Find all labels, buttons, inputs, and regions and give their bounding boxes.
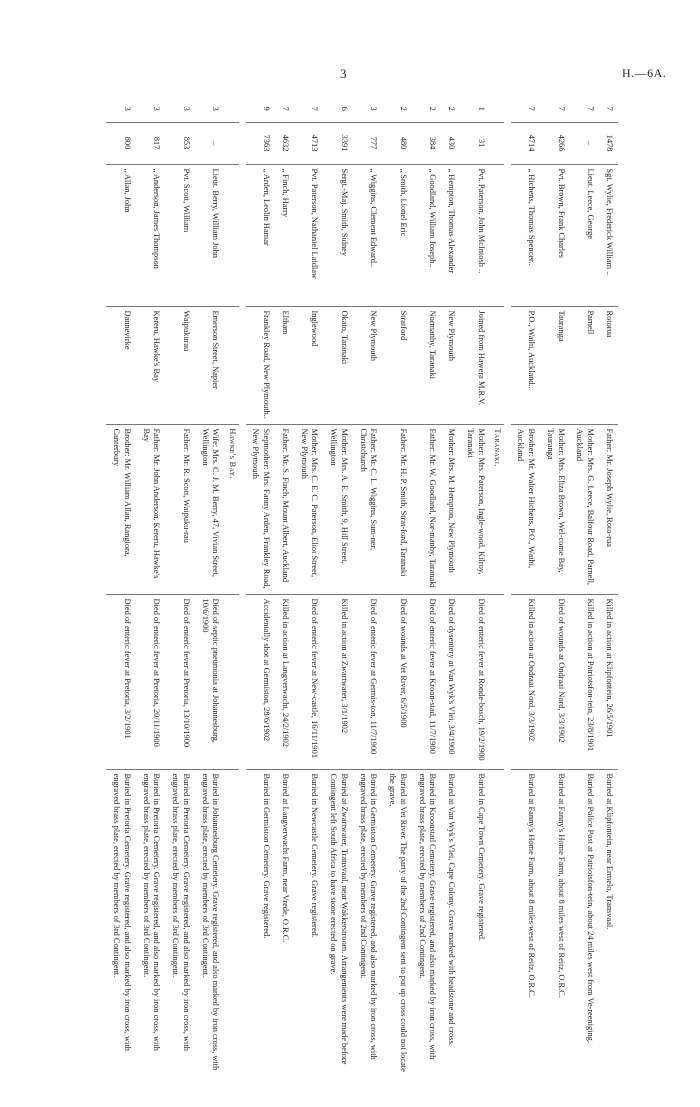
name-cell: „ Finch, Harry [275, 164, 294, 306]
contingent-cell: 3 [195, 96, 225, 122]
table-row [195, 96, 225, 1076]
cause-of-death-cell: Died of enteric fever at Germis-ton, 11/7/1900 [353, 594, 383, 769]
address-cell: Joined from Hawera M.R.V. [460, 306, 490, 424]
next-of-kin-cell: Father: Mr. W. Goodland, Nor-manby, Taranaki [412, 424, 442, 594]
address-cell: Inglewood [294, 306, 324, 424]
regimental-number-cell: .. [195, 122, 225, 164]
contingent-cell: 2 [441, 96, 460, 122]
regimental-number-cell: 31 [460, 122, 490, 164]
regimental-number-cell: 480 [382, 122, 412, 164]
name-cell: „ Allan, John [106, 164, 136, 306]
regimental-number-cell: 853 [165, 122, 195, 164]
cause-of-death-cell: Died of septic pneumonia at Johannesburg, 10/6/1900 [195, 594, 225, 769]
section-gap [239, 96, 246, 1076]
table-row [570, 96, 600, 1076]
page-number: 3 [340, 66, 347, 81]
address-cell: Tauranga [540, 306, 570, 424]
cause-of-death-cell: Died of enteric fever at New-castle, 16/11/1901 [294, 594, 324, 769]
burial-place-cell: Buried in Kroonstad Cemetery. Grave registered, and also marked by iron cross, with engraved brass plate, erected by members of 2nd Contingent. [417, 773, 438, 1060]
next-of-kin-cell: Mother: Mrs. G. Leece, Balfour Road, Parnell, Auckland [570, 424, 600, 594]
table-row [275, 96, 294, 1076]
cause-of-death-cell: Died of enteric fever at Kroon-stad, 11/7/1900 [412, 594, 442, 769]
contingent-cell: 7 [294, 96, 324, 122]
burial-place-cell: Buried in Johannesburg Cemetery. Grave registered, and also marked by iron cross, with engraved brass plate, erected by members of 3rd Contingent. [200, 773, 221, 1071]
name-cell: „ Wiggins, Clement Edward.. [353, 164, 383, 306]
section-gap [504, 96, 511, 1076]
regimental-number-cell: 817 [136, 122, 166, 164]
table-row [353, 96, 383, 1076]
casualty-table [106, 96, 618, 1076]
table-row [246, 96, 276, 1076]
regimental-number-cell: 7363 [246, 122, 276, 164]
next-of-kin-cell: Mother: Mrs. M. Hempton, New Plymouth [441, 424, 460, 594]
next-of-kin-cell: Mother: Mrs. Paterson, Ingle-wood, Kilroy, Taranaki [460, 424, 490, 594]
name-cell: Pvt. Paterson, John McIntosh .. [460, 164, 490, 306]
contingent-cell: 6 [323, 96, 353, 122]
address-cell: P.O., Waihi, Auckland.. [511, 306, 541, 424]
regimental-number-cell: 3391 [323, 122, 353, 164]
table-row [460, 96, 490, 1076]
table-row [599, 96, 618, 1076]
address-cell: Waipukurau [165, 306, 195, 424]
cause-of-death-cell: Died of wounds at Vet River, 6/5/1900 [382, 594, 412, 769]
region-heading-row [224, 96, 238, 1076]
regimental-number-cell: 777 [353, 122, 383, 164]
burial-place-cell: Buried in Pretoria Cemetery. Grave registered, and also marked by iron cross, with engraved brass plate, erected by members of 3rd Contingent. [141, 773, 162, 1051]
table-row [412, 96, 442, 1076]
table-row [106, 96, 136, 1076]
burial-place-cell: Buried at Fanny's Home Farm, about 8 miles west of Reitz, O.R.C. [527, 773, 537, 998]
table-row [294, 96, 324, 1076]
regimental-number-cell: .. [570, 122, 600, 164]
contingent-cell: 7 [570, 96, 600, 122]
next-of-kin-cell: Father: Mr. S. Finch, Mount Albert, Auckland [275, 424, 294, 594]
burial-place-cell: Buried at Van Wyk's Vlei, Cape Colony. Grave marked with headstone and cross. [447, 773, 457, 1046]
name-cell: „ Hichens, Thomas Spencer.. [511, 164, 541, 306]
burial-place-cell: Buried in Cape Town Cemetery. Grave registered. [476, 773, 486, 942]
next-of-kin-cell: Father: Mr. C. L. Wiggins, Sum-ner, Christchurch [353, 424, 383, 594]
next-of-kin-cell: Mother: Mrs. A. E. Smith, 9, Hill Street, Wellington [323, 424, 353, 594]
burial-place-cell: Buried in Germiston Cemetery. Grave registered. [262, 773, 272, 939]
next-of-kin-cell: Father: Mr. R. Scott, Waipuku-rau [165, 424, 195, 594]
page-reference: H.—6A. [622, 66, 667, 80]
address-cell: Parnell [570, 306, 600, 424]
burial-place-cell: Buried at Police Post at Patriotsfon-tein, about 24 miles west from Ve-reeniging. [586, 773, 596, 1043]
cause-of-death-cell: Died of enteric fever at Pretoria, 3/2/1901 [106, 594, 136, 769]
contingent-cell: 2 [412, 96, 442, 122]
contingent-cell: 7 [599, 96, 618, 122]
address-cell: Normanby, Taranaki [412, 306, 442, 424]
cause-of-death-cell: Killed in action at Klipfontein, 26/5/1901 [599, 594, 618, 769]
address-cell: Okato, Taranaki [323, 306, 353, 424]
contingent-cell: 7 [511, 96, 541, 122]
name-cell: Pvt. Brown, Frank Charles [540, 164, 570, 306]
name-cell: Lieut. Leece, George [570, 164, 600, 306]
cause-of-death-cell: Killed in action at Patriotsfon-tein, 23/8/1901 [570, 594, 600, 769]
name-cell: „ Arden, Leolin Hamar [246, 164, 276, 306]
address-cell: New Plymouth [353, 306, 383, 424]
region-heading: Taranaki. [490, 424, 504, 594]
address-cell: Frankley Road, New Plymouth.. [246, 306, 276, 424]
next-of-kin-cell: Mother: Mrs. C. E. C. Paterson, Eliot Street, New Plymouth [294, 424, 324, 594]
table-row [511, 96, 541, 1076]
regimental-number-cell: 4714 [511, 122, 541, 164]
table-row [441, 96, 460, 1076]
table-row [323, 96, 353, 1076]
table-row [165, 96, 195, 1076]
address-cell: New Plymouth [441, 306, 460, 424]
contingent-cell: 3 [353, 96, 383, 122]
table-row [136, 96, 166, 1076]
cause-of-death-cell: Died of enteric fever at Pretoria, 20/11/1900 [136, 594, 166, 769]
address-cell: Rotorua [599, 306, 618, 424]
next-of-kin-cell: Stepmother: Mrs. Fanny Arden, Frankley Road, New Plymouth [246, 424, 276, 594]
burial-place-cell: Buried at Fanny's Home Farm, about 8 miles west of Reitz, O.R.C. [556, 773, 566, 998]
burial-place-cell: Buried at Vet River. The party of the 2nd Contingent sent to put up cross could not locate the grave. [388, 773, 408, 1072]
burial-place-cell: Buried in Newcastle Cemetery. Grave registered. [310, 773, 320, 938]
next-of-kin-cell: Brother: Mr. William Allan, Rangiora, Canterbury [106, 424, 136, 594]
cause-of-death-cell: Killed in action at Zwartwater, 3/1/1902 [323, 594, 353, 769]
name-cell: Lieut. Berry, William John [195, 164, 225, 306]
regimental-number-cell: 4713 [294, 122, 324, 164]
name-cell: Pvt. Scott, William [165, 164, 195, 306]
next-of-kin-cell: Mother: Mrs. Eliza Brown, Wel-come Bay, Tauranga [540, 424, 570, 594]
table-row [540, 96, 570, 1076]
contingent-cell: 7 [540, 96, 570, 122]
cause-of-death-cell: Died of dysentery at Van Wyk's Vlei, 3/4/1900 [441, 594, 460, 769]
casualty-table-rotated [58, 96, 618, 1076]
burial-place-cell: Buried at Klipfontein, near Ermelo, Transvaal. [605, 773, 614, 930]
burial-place-cell: Buried in Germiston Cemetery. Grave registered, and also marked by iron cross, with engraved brass plate, erected by members of 2nd Contingent. [358, 773, 379, 1060]
regimental-number-cell: 800 [106, 122, 136, 164]
name-cell: Pvt. Paterson, Nathaniel Laidlaw [294, 164, 324, 306]
contingent-cell: 9 [246, 96, 276, 122]
table-row [382, 96, 412, 1076]
contingent-cell: 2 [382, 96, 412, 122]
regimental-number-cell: 4266 [540, 122, 570, 164]
table-body [106, 96, 618, 1076]
regimental-number-cell: 4632 [275, 122, 294, 164]
address-cell: Stratford [382, 306, 412, 424]
cause-of-death-cell: Died of wounds at Ondraai Nord, 3/3/1902 [540, 594, 570, 769]
name-cell: „ Goodland, William Joseph.. [412, 164, 442, 306]
address-cell: Kereru, Hawke's Bay [136, 306, 166, 424]
region-heading: Hawke's Bay. [224, 424, 238, 594]
contingent-cell: 3 [136, 96, 166, 122]
address-cell: Eltham [275, 306, 294, 424]
address-cell: Dannevirke [106, 306, 136, 424]
burial-place-cell: Buried at Zwartwater, Transvaal, near Wakkerstroom. Arrangements were made before Contingent left South Africa to have stone erected on grave. [329, 773, 349, 1065]
address-cell: Emerson Street, Napier [195, 306, 225, 424]
cause-of-death-cell: Died of enteric fever at Ronde-bosch, 19/2/1900 [460, 594, 490, 769]
contingent-cell: 7 [275, 96, 294, 122]
name-cell: Sgt. Wylie, Frederick William .. [599, 164, 618, 306]
cause-of-death-cell: Accidentally shot at Germiston, 28/6/1902 [246, 594, 276, 769]
regimental-number-cell: 1478 [599, 122, 618, 164]
name-cell: Sergt.-Maj. Smith, Sidney [323, 164, 353, 306]
next-of-kin-cell: Father: Mr. John Anderson, Kereru, Hawke's Bay [136, 424, 166, 594]
burial-place-cell: Buried in Pretoria Cemetery. Grave registered, and also marked by iron cross, with engraved brass plate, erected by members of 3rd Contingent. [171, 773, 191, 1051]
regimental-number-cell: 384 [412, 122, 442, 164]
cause-of-death-cell: Died of enteric fever at Pretoria, 13/10/1900 [165, 594, 195, 769]
contingent-cell: 3 [165, 96, 195, 122]
region-heading-row [490, 96, 504, 1076]
name-cell: „ Smith, Lionel Eric [382, 164, 412, 306]
name-cell: „ Anderson, James Thompson [136, 164, 166, 306]
burial-place-cell: Buried in Pretoria Cemetery. Grave registered, and also marked by iron cross, with engraved brass plate, erected by members of 3rd Contingent. [112, 773, 132, 1051]
contingent-cell: 1 [460, 96, 490, 122]
contingent-cell: 3 [106, 96, 136, 122]
cause-of-death-cell: Killed in action at Ondraai Nord, 3/3/1902 [511, 594, 541, 769]
next-of-kin-cell: Father: Mr. H. P. Smith, Strat-ford, Taranaki [382, 424, 412, 594]
name-cell: „ Hempton, Thomas Alexander [441, 164, 460, 306]
regimental-number-cell: 430 [441, 122, 460, 164]
next-of-kin-cell: Brother: Mr. Walter Hichens, P.O., Waihi, Auckland [511, 424, 541, 594]
next-of-kin-cell: Wife: Mrs. C. J. M. Berry, 47, Vivian Street, Wellington [195, 424, 225, 594]
burial-place-cell: Buried at Langverwacht Farm, near Vrede, O.R.C. [280, 773, 290, 943]
cause-of-death-cell: Killed in action at Langverwacht, 24/2/1902 [275, 594, 294, 769]
next-of-kin-cell: Father: Mr. Joseph Wylie, Roto-rua [599, 424, 618, 594]
